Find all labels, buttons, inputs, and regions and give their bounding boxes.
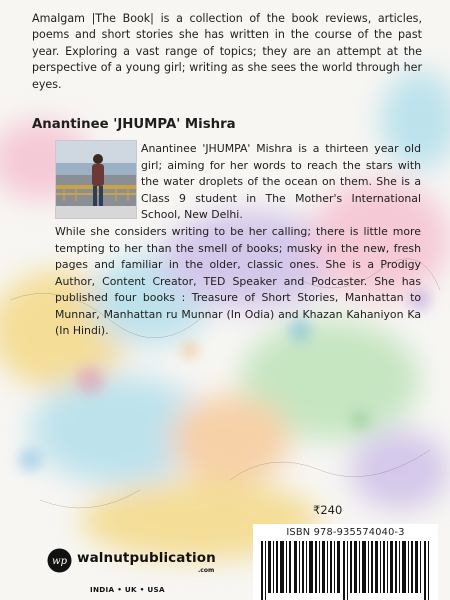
publisher-domain: .com: [198, 567, 215, 574]
publisher-name: walnutpublication: [77, 550, 216, 566]
publisher-regions: INDIA • UK • USA: [90, 585, 165, 594]
author-name-heading: Anantinee 'JHUMPA' Mishra: [32, 117, 236, 132]
barcode-icon: [259, 541, 433, 600]
author-photo: [55, 140, 137, 219]
author-bio-intro: Anantinee 'JHUMPA' Mishra is a thirteen year old girl; aiming for her words to reach the stars with the water droplets of the ocean on them. She is a Class 9 student in The Mother's International School, New Delhi.: [141, 142, 421, 221]
isbn-number: ISBN 978-935574040-3: [286, 527, 405, 538]
walnut-publication-logo-icon: [47, 548, 72, 573]
price-label: ₹240: [313, 503, 343, 517]
isbn-barcode-block: [253, 524, 438, 600]
logo-letters: wp: [52, 556, 67, 567]
author-bio-continued: While she considers writing to be her calling; there is little more tempting to her than the smell of books; musky in the new, fresh pages and familiar in the older, classic ones. She is a Prodigy Author, Content Creator, TED Speaker and Podcaster. She has published four books : Treasure of Short Stories, Manhattan to Munnar, Manhattan ru Munnar (In Odia) and Khazan Kahaniyon Ka (In Hindi).: [55, 225, 421, 337]
book-description: Amalgam |The Book| is a collection of the book reviews, articles, poems and short stories she has written in the course of the past year. Exploring a vast range of topics; they are an attempt at the perspective of a young girl; writing as she sees the world through her eyes.: [32, 12, 422, 91]
